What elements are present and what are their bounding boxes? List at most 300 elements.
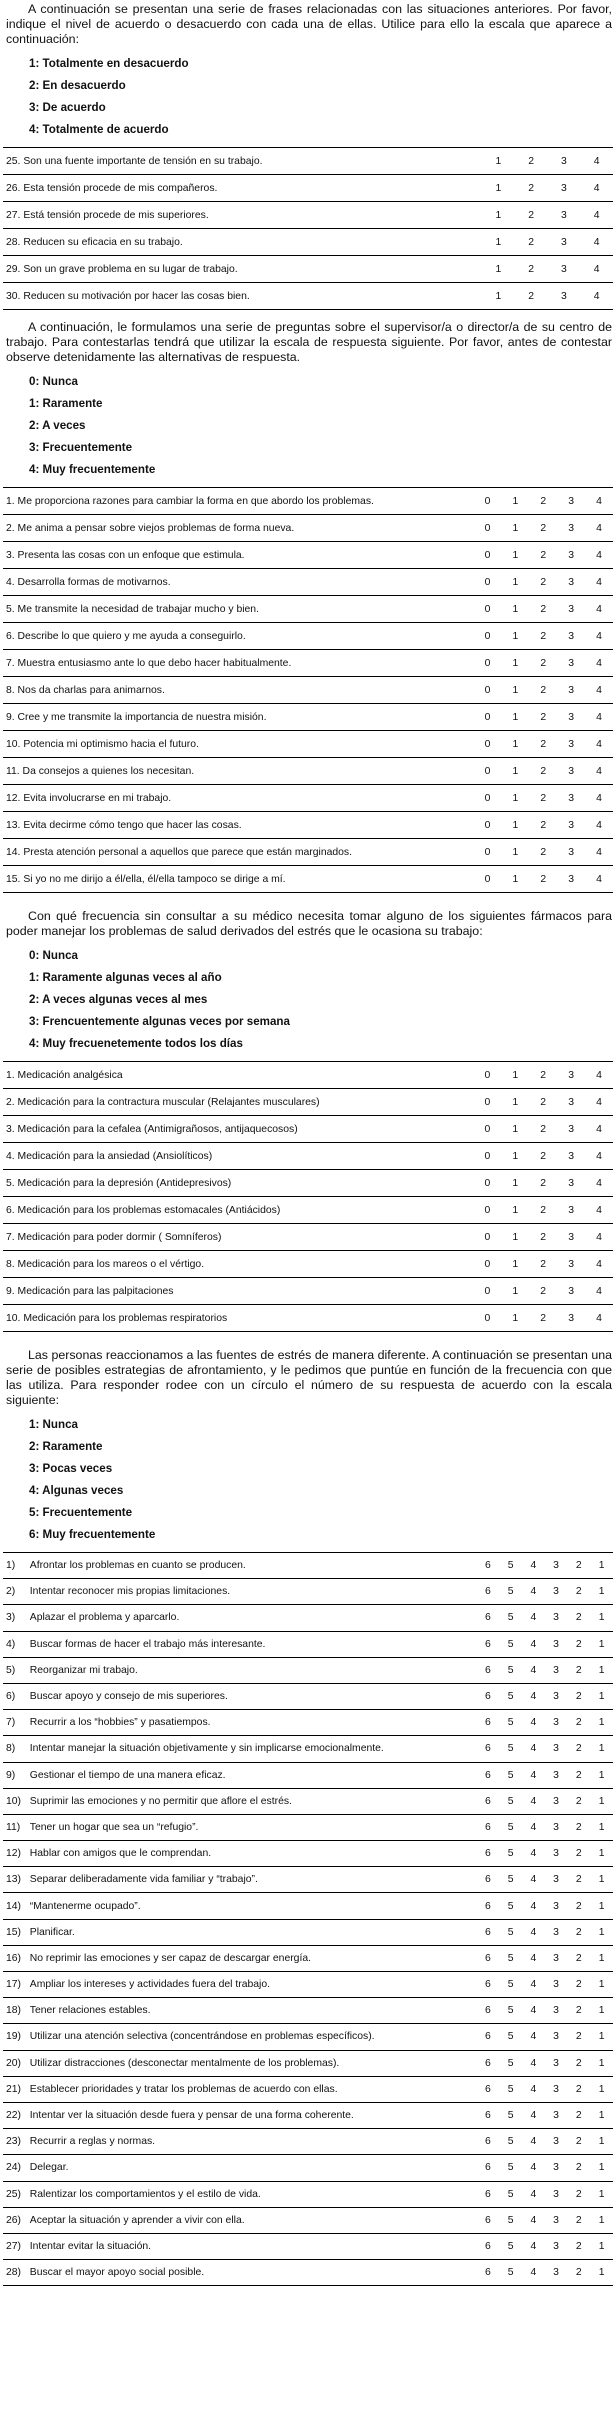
response-option[interactable]: 2 xyxy=(529,1089,557,1116)
response-option[interactable]: 6 xyxy=(477,1788,500,1814)
response-option[interactable]: 3 xyxy=(557,1197,585,1224)
response-option[interactable]: 5 xyxy=(499,2260,522,2286)
response-option[interactable]: 2 xyxy=(567,1579,590,1605)
response-option[interactable]: 3 xyxy=(545,2024,568,2050)
response-option[interactable]: 4 xyxy=(522,2129,545,2155)
response-option[interactable]: 5 xyxy=(499,1788,522,1814)
response-option[interactable]: 2 xyxy=(567,2155,590,2181)
response-option[interactable]: 2 xyxy=(529,1305,557,1332)
response-option[interactable]: 4 xyxy=(522,1762,545,1788)
response-option[interactable]: 6 xyxy=(477,2233,500,2259)
response-option[interactable]: 3 xyxy=(545,1736,568,1762)
response-option[interactable]: 5 xyxy=(499,1893,522,1919)
response-option[interactable]: 4 xyxy=(522,1867,545,1893)
response-option[interactable]: 0 xyxy=(474,731,502,758)
response-option[interactable]: 1 xyxy=(590,2233,613,2259)
response-option[interactable]: 1 xyxy=(501,542,529,569)
response-option[interactable]: 2 xyxy=(567,1710,590,1736)
response-option[interactable]: 2 xyxy=(529,1143,557,1170)
response-option[interactable]: 3 xyxy=(557,866,585,893)
response-option[interactable]: 3 xyxy=(547,202,580,229)
response-option[interactable]: 1 xyxy=(501,596,529,623)
response-option[interactable]: 4 xyxy=(580,202,613,229)
response-option[interactable]: 1 xyxy=(501,1224,529,1251)
response-option[interactable]: 5 xyxy=(499,2129,522,2155)
response-option[interactable]: 6 xyxy=(477,1919,500,1945)
response-option[interactable]: 2 xyxy=(567,1867,590,1893)
response-option[interactable]: 3 xyxy=(557,812,585,839)
response-option[interactable]: 0 xyxy=(474,488,502,515)
response-option[interactable]: 4 xyxy=(585,542,613,569)
response-option[interactable]: 4 xyxy=(580,148,613,175)
response-option[interactable]: 3 xyxy=(557,1305,585,1332)
response-option[interactable]: 4 xyxy=(522,1631,545,1657)
response-option[interactable]: 6 xyxy=(477,1553,500,1579)
response-option[interactable]: 1 xyxy=(482,202,515,229)
response-option[interactable]: 5 xyxy=(499,2233,522,2259)
response-option[interactable]: 2 xyxy=(567,1788,590,1814)
response-option[interactable]: 1 xyxy=(590,1762,613,1788)
response-option[interactable]: 3 xyxy=(545,2102,568,2128)
response-option[interactable]: 6 xyxy=(477,1867,500,1893)
response-option[interactable]: 1 xyxy=(501,1251,529,1278)
response-option[interactable]: 1 xyxy=(501,1305,529,1332)
response-option[interactable]: 0 xyxy=(474,839,502,866)
response-option[interactable]: 3 xyxy=(545,2155,568,2181)
response-option[interactable]: 1 xyxy=(590,1553,613,1579)
response-option[interactable]: 4 xyxy=(522,1893,545,1919)
response-option[interactable]: 2 xyxy=(515,202,548,229)
response-option[interactable]: 1 xyxy=(482,256,515,283)
response-option[interactable]: 4 xyxy=(585,1170,613,1197)
response-option[interactable]: 1 xyxy=(590,1736,613,1762)
response-option[interactable]: 4 xyxy=(585,1305,613,1332)
response-option[interactable]: 1 xyxy=(482,283,515,310)
response-option[interactable]: 2 xyxy=(529,1062,557,1089)
response-option[interactable]: 6 xyxy=(477,1972,500,1998)
response-option[interactable]: 4 xyxy=(522,1605,545,1631)
response-option[interactable]: 5 xyxy=(499,1972,522,1998)
response-option[interactable]: 3 xyxy=(557,650,585,677)
response-option[interactable]: 1 xyxy=(590,1579,613,1605)
response-option[interactable]: 4 xyxy=(585,839,613,866)
response-option[interactable]: 2 xyxy=(529,542,557,569)
response-option[interactable]: 5 xyxy=(499,1657,522,1683)
response-option[interactable]: 1 xyxy=(501,569,529,596)
response-option[interactable]: 5 xyxy=(499,1945,522,1971)
response-option[interactable]: 0 xyxy=(474,650,502,677)
response-option[interactable]: 4 xyxy=(522,2102,545,2128)
response-option[interactable]: 0 xyxy=(473,1278,501,1305)
response-option[interactable]: 4 xyxy=(522,2076,545,2102)
response-option[interactable]: 4 xyxy=(585,1197,613,1224)
response-option[interactable]: 2 xyxy=(529,704,557,731)
response-option[interactable]: 3 xyxy=(547,175,580,202)
response-option[interactable]: 4 xyxy=(522,1553,545,1579)
response-option[interactable]: 6 xyxy=(477,1945,500,1971)
response-option[interactable]: 0 xyxy=(473,1305,501,1332)
response-option[interactable]: 3 xyxy=(557,623,585,650)
response-option[interactable]: 5 xyxy=(499,1579,522,1605)
response-option[interactable]: 2 xyxy=(515,175,548,202)
response-option[interactable]: 5 xyxy=(499,1553,522,1579)
response-option[interactable]: 2 xyxy=(529,569,557,596)
response-option[interactable]: 3 xyxy=(557,785,585,812)
response-option[interactable]: 0 xyxy=(473,1170,501,1197)
response-option[interactable]: 1 xyxy=(501,839,529,866)
response-option[interactable]: 3 xyxy=(545,1841,568,1867)
response-option[interactable]: 2 xyxy=(567,2260,590,2286)
response-option[interactable]: 2 xyxy=(567,1683,590,1709)
response-option[interactable]: 3 xyxy=(557,1089,585,1116)
response-option[interactable]: 0 xyxy=(474,758,502,785)
response-option[interactable]: 1 xyxy=(482,229,515,256)
response-option[interactable]: 2 xyxy=(567,1736,590,1762)
response-option[interactable]: 6 xyxy=(477,2155,500,2181)
response-option[interactable]: 1 xyxy=(590,1788,613,1814)
response-option[interactable]: 0 xyxy=(474,596,502,623)
response-option[interactable]: 4 xyxy=(522,2233,545,2259)
response-option[interactable]: 2 xyxy=(567,2102,590,2128)
response-option[interactable]: 1 xyxy=(590,2129,613,2155)
response-option[interactable]: 3 xyxy=(545,1683,568,1709)
response-option[interactable]: 3 xyxy=(545,1788,568,1814)
response-option[interactable]: 4 xyxy=(585,731,613,758)
response-option[interactable]: 3 xyxy=(545,1945,568,1971)
response-option[interactable]: 4 xyxy=(585,515,613,542)
response-option[interactable]: 3 xyxy=(545,1710,568,1736)
response-option[interactable]: 4 xyxy=(522,2155,545,2181)
response-option[interactable]: 2 xyxy=(529,1197,557,1224)
response-option[interactable]: 2 xyxy=(529,1170,557,1197)
response-option[interactable]: 1 xyxy=(501,731,529,758)
response-option[interactable]: 0 xyxy=(474,704,502,731)
response-option[interactable]: 2 xyxy=(567,2050,590,2076)
response-option[interactable]: 3 xyxy=(545,1657,568,1683)
response-option[interactable]: 5 xyxy=(499,1814,522,1840)
response-option[interactable]: 4 xyxy=(585,866,613,893)
response-option[interactable]: 4 xyxy=(585,1251,613,1278)
response-option[interactable]: 0 xyxy=(473,1089,501,1116)
response-option[interactable]: 1 xyxy=(590,1919,613,1945)
response-option[interactable]: 5 xyxy=(499,2155,522,2181)
response-option[interactable]: 4 xyxy=(522,1841,545,1867)
response-option[interactable]: 4 xyxy=(522,1683,545,1709)
response-option[interactable]: 1 xyxy=(590,1657,613,1683)
response-option[interactable]: 1 xyxy=(501,515,529,542)
response-option[interactable]: 6 xyxy=(477,1710,500,1736)
response-option[interactable]: 3 xyxy=(545,1972,568,1998)
response-option[interactable]: 0 xyxy=(474,785,502,812)
response-option[interactable]: 4 xyxy=(585,758,613,785)
response-option[interactable]: 0 xyxy=(473,1143,501,1170)
response-option[interactable]: 4 xyxy=(522,1579,545,1605)
response-option[interactable]: 4 xyxy=(585,1143,613,1170)
response-option[interactable]: 6 xyxy=(477,2207,500,2233)
response-option[interactable]: 3 xyxy=(547,229,580,256)
response-option[interactable]: 3 xyxy=(547,148,580,175)
response-option[interactable]: 1 xyxy=(590,2260,613,2286)
response-option[interactable]: 5 xyxy=(499,1841,522,1867)
response-option[interactable]: 1 xyxy=(482,148,515,175)
response-option[interactable]: 4 xyxy=(522,1919,545,1945)
response-option[interactable]: 3 xyxy=(545,2207,568,2233)
response-option[interactable]: 3 xyxy=(545,1762,568,1788)
response-option[interactable]: 1 xyxy=(501,1197,529,1224)
response-option[interactable]: 5 xyxy=(499,1605,522,1631)
response-option[interactable]: 0 xyxy=(474,866,502,893)
response-option[interactable]: 5 xyxy=(499,2102,522,2128)
response-option[interactable]: 3 xyxy=(557,542,585,569)
response-option[interactable]: 3 xyxy=(557,1143,585,1170)
response-option[interactable]: 2 xyxy=(529,677,557,704)
response-option[interactable]: 2 xyxy=(567,1945,590,1971)
response-option[interactable]: 5 xyxy=(499,1631,522,1657)
response-option[interactable]: 6 xyxy=(477,2102,500,2128)
response-option[interactable]: 2 xyxy=(567,1657,590,1683)
response-option[interactable]: 4 xyxy=(585,1116,613,1143)
response-option[interactable]: 4 xyxy=(580,283,613,310)
response-option[interactable]: 2 xyxy=(567,2024,590,2050)
response-option[interactable]: 5 xyxy=(499,2207,522,2233)
response-option[interactable]: 2 xyxy=(529,1278,557,1305)
response-option[interactable]: 4 xyxy=(522,1945,545,1971)
response-option[interactable]: 1 xyxy=(590,1710,613,1736)
response-option[interactable]: 1 xyxy=(590,2024,613,2050)
response-option[interactable]: 6 xyxy=(477,2050,500,2076)
response-option[interactable]: 3 xyxy=(545,1605,568,1631)
response-option[interactable]: 1 xyxy=(501,1170,529,1197)
response-option[interactable]: 4 xyxy=(522,1814,545,1840)
response-option[interactable]: 1 xyxy=(482,175,515,202)
response-option[interactable]: 4 xyxy=(522,1788,545,1814)
response-option[interactable]: 3 xyxy=(557,677,585,704)
response-option[interactable]: 4 xyxy=(585,623,613,650)
response-option[interactable]: 3 xyxy=(557,1116,585,1143)
response-option[interactable]: 4 xyxy=(585,1278,613,1305)
response-option[interactable]: 4 xyxy=(522,1736,545,1762)
response-option[interactable]: 4 xyxy=(585,596,613,623)
response-option[interactable]: 1 xyxy=(590,1945,613,1971)
response-option[interactable]: 5 xyxy=(499,1710,522,1736)
response-option[interactable]: 2 xyxy=(529,839,557,866)
response-option[interactable]: 3 xyxy=(545,1553,568,1579)
response-option[interactable]: 4 xyxy=(580,256,613,283)
response-option[interactable]: 3 xyxy=(545,2233,568,2259)
response-option[interactable]: 3 xyxy=(545,1998,568,2024)
response-option[interactable]: 1 xyxy=(501,650,529,677)
response-option[interactable]: 2 xyxy=(529,1224,557,1251)
response-option[interactable]: 3 xyxy=(545,2050,568,2076)
response-option[interactable]: 1 xyxy=(501,623,529,650)
response-option[interactable]: 1 xyxy=(501,1143,529,1170)
response-option[interactable]: 2 xyxy=(515,256,548,283)
response-option[interactable]: 4 xyxy=(522,2181,545,2207)
response-option[interactable]: 1 xyxy=(590,2102,613,2128)
response-option[interactable]: 4 xyxy=(585,677,613,704)
response-option[interactable]: 4 xyxy=(522,1998,545,2024)
response-option[interactable]: 2 xyxy=(529,1251,557,1278)
response-option[interactable]: 2 xyxy=(567,1998,590,2024)
response-option[interactable]: 4 xyxy=(585,785,613,812)
response-option[interactable]: 3 xyxy=(557,1170,585,1197)
response-option[interactable]: 3 xyxy=(545,1919,568,1945)
response-option[interactable]: 4 xyxy=(585,1089,613,1116)
response-option[interactable]: 2 xyxy=(529,650,557,677)
response-option[interactable]: 6 xyxy=(477,1736,500,1762)
response-option[interactable]: 4 xyxy=(585,1224,613,1251)
response-option[interactable]: 3 xyxy=(545,2129,568,2155)
response-option[interactable]: 0 xyxy=(474,569,502,596)
response-option[interactable]: 5 xyxy=(499,1683,522,1709)
response-option[interactable]: 3 xyxy=(545,1579,568,1605)
response-option[interactable]: 1 xyxy=(501,866,529,893)
response-option[interactable]: 1 xyxy=(590,2207,613,2233)
response-option[interactable]: 2 xyxy=(515,148,548,175)
response-option[interactable]: 2 xyxy=(567,2207,590,2233)
response-option[interactable]: 1 xyxy=(501,1278,529,1305)
response-option[interactable]: 2 xyxy=(567,1553,590,1579)
response-option[interactable]: 2 xyxy=(529,515,557,542)
response-option[interactable]: 2 xyxy=(567,1631,590,1657)
response-option[interactable]: 3 xyxy=(547,256,580,283)
response-option[interactable]: 3 xyxy=(545,1893,568,1919)
response-option[interactable]: 2 xyxy=(567,2129,590,2155)
response-option[interactable]: 2 xyxy=(567,1919,590,1945)
response-option[interactable]: 0 xyxy=(473,1224,501,1251)
response-option[interactable]: 1 xyxy=(501,488,529,515)
response-option[interactable]: 3 xyxy=(547,283,580,310)
response-option[interactable]: 2 xyxy=(567,2076,590,2102)
response-option[interactable]: 0 xyxy=(474,812,502,839)
response-option[interactable]: 4 xyxy=(585,812,613,839)
response-option[interactable]: 0 xyxy=(473,1062,501,1089)
response-option[interactable]: 2 xyxy=(515,283,548,310)
response-option[interactable]: 2 xyxy=(529,1116,557,1143)
response-option[interactable]: 4 xyxy=(585,488,613,515)
response-option[interactable]: 4 xyxy=(522,1710,545,1736)
response-option[interactable]: 2 xyxy=(515,229,548,256)
response-option[interactable]: 0 xyxy=(474,623,502,650)
response-option[interactable]: 5 xyxy=(499,1762,522,1788)
response-option[interactable]: 2 xyxy=(529,731,557,758)
response-option[interactable]: 1 xyxy=(501,1062,529,1089)
response-option[interactable]: 4 xyxy=(585,650,613,677)
response-option[interactable]: 3 xyxy=(545,1631,568,1657)
response-option[interactable]: 5 xyxy=(499,1919,522,1945)
response-option[interactable]: 1 xyxy=(590,1972,613,1998)
response-option[interactable]: 4 xyxy=(522,2207,545,2233)
response-option[interactable]: 5 xyxy=(499,1998,522,2024)
response-option[interactable]: 4 xyxy=(522,2024,545,2050)
response-option[interactable]: 6 xyxy=(477,2260,500,2286)
response-option[interactable]: 1 xyxy=(590,1814,613,1840)
response-option[interactable]: 2 xyxy=(567,1972,590,1998)
response-option[interactable]: 4 xyxy=(580,229,613,256)
response-option[interactable]: 6 xyxy=(477,1683,500,1709)
response-option[interactable]: 0 xyxy=(473,1116,501,1143)
response-option[interactable]: 5 xyxy=(499,2076,522,2102)
response-option[interactable]: 1 xyxy=(501,677,529,704)
response-option[interactable]: 3 xyxy=(557,488,585,515)
response-option[interactable]: 1 xyxy=(590,1683,613,1709)
response-option[interactable]: 6 xyxy=(477,1814,500,1840)
response-option[interactable]: 2 xyxy=(567,1841,590,1867)
response-option[interactable]: 2 xyxy=(529,596,557,623)
response-option[interactable]: 4 xyxy=(522,2260,545,2286)
response-option[interactable]: 6 xyxy=(477,1841,500,1867)
response-option[interactable]: 2 xyxy=(567,1605,590,1631)
response-option[interactable]: 3 xyxy=(557,839,585,866)
response-option[interactable]: 4 xyxy=(522,2050,545,2076)
response-option[interactable]: 6 xyxy=(477,1657,500,1683)
response-option[interactable]: 5 xyxy=(499,1867,522,1893)
response-option[interactable]: 4 xyxy=(522,1657,545,1683)
response-option[interactable]: 5 xyxy=(499,2024,522,2050)
response-option[interactable]: 1 xyxy=(590,1893,613,1919)
response-option[interactable]: 0 xyxy=(474,677,502,704)
response-option[interactable]: 1 xyxy=(590,2155,613,2181)
response-option[interactable]: 2 xyxy=(529,785,557,812)
response-option[interactable]: 3 xyxy=(545,1814,568,1840)
response-option[interactable]: 3 xyxy=(557,731,585,758)
response-option[interactable]: 1 xyxy=(501,704,529,731)
response-option[interactable]: 4 xyxy=(585,704,613,731)
response-option[interactable]: 1 xyxy=(590,2181,613,2207)
response-option[interactable]: 3 xyxy=(545,2181,568,2207)
response-option[interactable]: 4 xyxy=(580,175,613,202)
response-option[interactable]: 4 xyxy=(585,569,613,596)
response-option[interactable]: 5 xyxy=(499,1736,522,1762)
response-option[interactable]: 3 xyxy=(557,596,585,623)
response-option[interactable]: 3 xyxy=(557,758,585,785)
response-option[interactable]: 1 xyxy=(590,1841,613,1867)
response-option[interactable]: 2 xyxy=(567,1762,590,1788)
response-option[interactable]: 2 xyxy=(567,2181,590,2207)
response-option[interactable]: 1 xyxy=(501,785,529,812)
response-option[interactable]: 1 xyxy=(501,758,529,785)
response-option[interactable]: 0 xyxy=(473,1251,501,1278)
response-option[interactable]: 3 xyxy=(557,1251,585,1278)
response-option[interactable]: 0 xyxy=(474,515,502,542)
response-option[interactable]: 4 xyxy=(522,1972,545,1998)
response-option[interactable]: 0 xyxy=(473,1197,501,1224)
response-option[interactable]: 6 xyxy=(477,1631,500,1657)
response-option[interactable]: 6 xyxy=(477,1605,500,1631)
response-option[interactable]: 2 xyxy=(529,758,557,785)
response-option[interactable]: 1 xyxy=(501,1089,529,1116)
response-option[interactable]: 1 xyxy=(590,2076,613,2102)
response-option[interactable]: 2 xyxy=(567,1814,590,1840)
response-option[interactable]: 6 xyxy=(477,1998,500,2024)
response-option[interactable]: 3 xyxy=(557,1278,585,1305)
response-option[interactable]: 6 xyxy=(477,1893,500,1919)
response-option[interactable]: 3 xyxy=(557,515,585,542)
response-option[interactable]: 1 xyxy=(501,1116,529,1143)
response-option[interactable]: 2 xyxy=(529,488,557,515)
response-option[interactable]: 2 xyxy=(529,623,557,650)
response-option[interactable]: 1 xyxy=(590,1867,613,1893)
response-option[interactable]: 2 xyxy=(567,1893,590,1919)
response-option[interactable]: 1 xyxy=(590,2050,613,2076)
response-option[interactable]: 5 xyxy=(499,2181,522,2207)
response-option[interactable]: 3 xyxy=(557,1062,585,1089)
response-option[interactable]: 6 xyxy=(477,2076,500,2102)
response-option[interactable]: 1 xyxy=(501,812,529,839)
response-option[interactable]: 6 xyxy=(477,1762,500,1788)
response-option[interactable]: 1 xyxy=(590,1605,613,1631)
response-option[interactable]: 3 xyxy=(557,569,585,596)
